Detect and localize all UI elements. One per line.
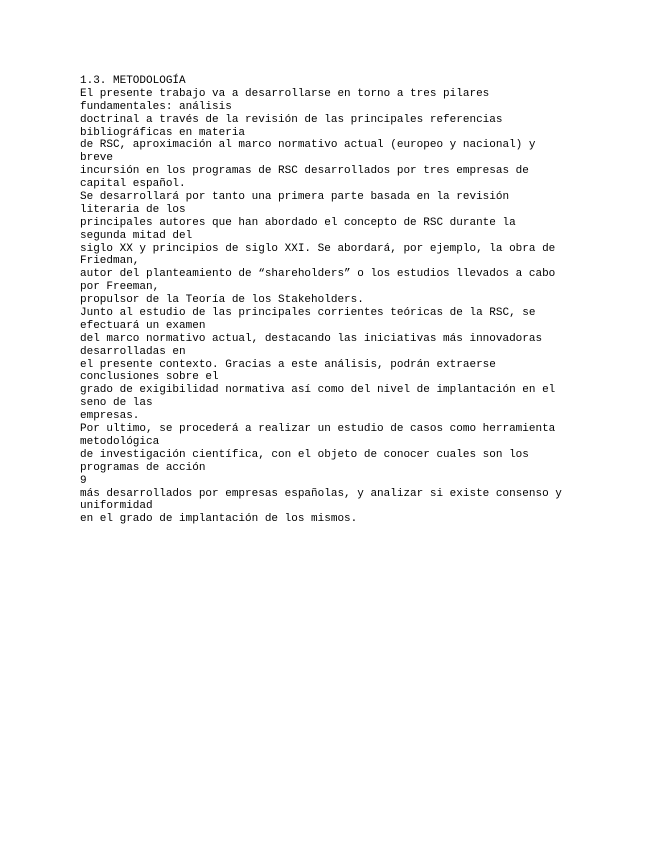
text-line: efectuará un examen (80, 319, 206, 332)
text-line: del marco normativo actual, destacando las iniciativas más innovadoras (80, 332, 543, 345)
text-line: breve (80, 152, 114, 165)
text-line: Friedman, (80, 255, 140, 268)
text-line: más desarrollados por empresas españolas, y analizar si existe consenso y (80, 487, 562, 500)
text-line: por Freeman, (80, 281, 160, 294)
text-line: seno de las (80, 397, 153, 410)
text-line: literaria de los (80, 203, 186, 216)
text-line: capital español. (80, 178, 186, 191)
text-line: el presente contexto. Gracias a este análisis, podrán extraerse (80, 358, 496, 371)
page-number: 9 (80, 474, 87, 487)
text-line: autor del planteamiento de “shareholders” o los estudios llevados a cabo (80, 268, 556, 281)
text-line: incursión en los programas de RSC desarrollados por tres empresas de (80, 165, 529, 178)
text-line: conclusiones sobre el (80, 371, 219, 384)
text-line: bibliográficas en materia (80, 126, 246, 139)
text-line: doctrinal a través de la revisión de las principales referencias (80, 113, 503, 126)
text-line: de RSC, aproximación al marco normativo actual (europeo y nacional) y (80, 139, 536, 152)
text-line: principales autores que han abordado el concepto de RSC durante la (80, 216, 516, 229)
document-body (80, 75, 600, 526)
text-line: siglo XX y principios de siglo XXI. Se abordará, por ejemplo, la obra de (80, 242, 556, 255)
text-line: desarrolladas en (80, 345, 186, 358)
text-line: propulsor de la Teoría de los Stakeholders. (80, 294, 364, 307)
text-line: Junto al estudio de las principales corrientes teóricas de la RSC, se (80, 307, 536, 320)
text-line: El presente trabajo va a desarrollarse en torno a tres pilares (80, 87, 490, 100)
text-line: programas de acción (80, 461, 206, 474)
text-line: empresas. (80, 410, 140, 423)
text-line: Por ultimo, se procederá a realizar un estudio de casos como herramienta (80, 423, 556, 436)
text-line: Se desarrollará por tanto una primera parte basada en la revisión (80, 191, 510, 204)
text-line: metodológica (80, 435, 160, 448)
text-line: grado de exigibilidad normativa así como del nivel de implantación en el (80, 384, 556, 397)
text-line: de investigación científica, con el objeto de conocer cuales son los (80, 448, 529, 461)
text-line: uniformidad (80, 500, 153, 513)
section-heading: 1.3. METODOLOGÍA (80, 75, 186, 87)
text-line: fundamentales: análisis (80, 100, 232, 113)
text-line: en el grado de implantación de los mismos. (80, 513, 358, 526)
text-line: segunda mitad del (80, 229, 193, 242)
